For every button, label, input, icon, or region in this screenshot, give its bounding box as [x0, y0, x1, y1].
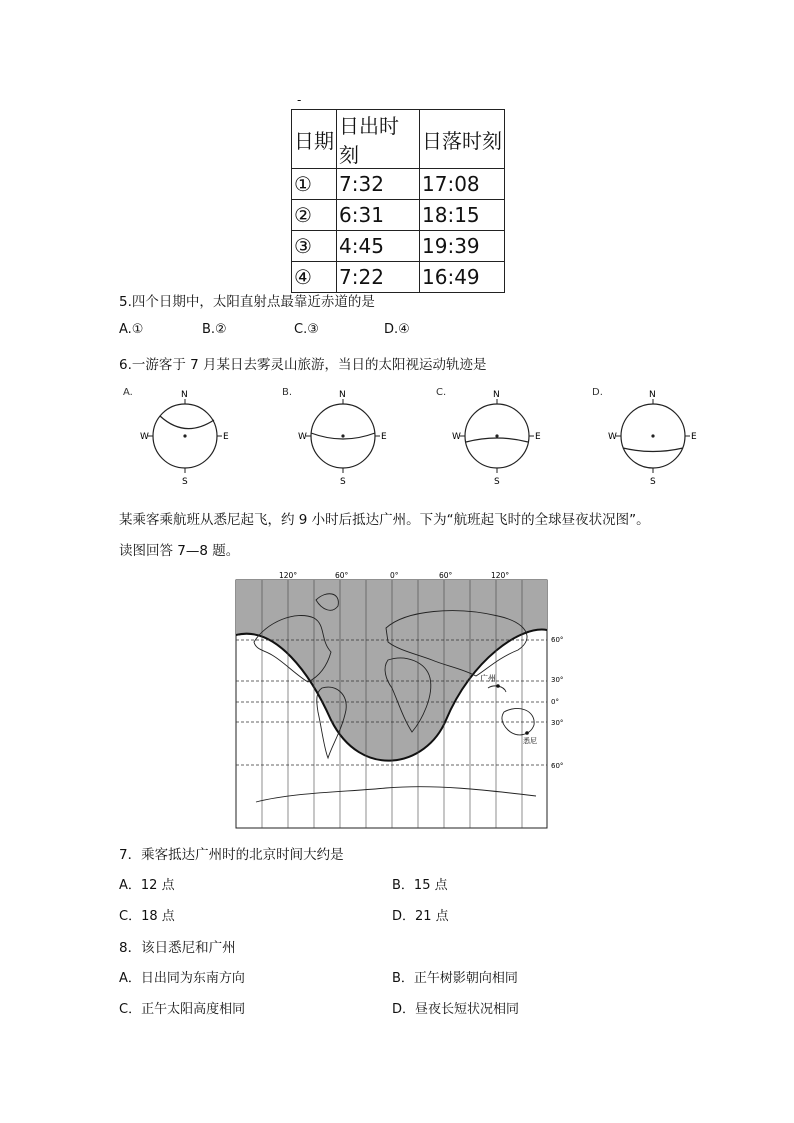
q8-option-b: B．正午树影朝向相同: [392, 971, 518, 986]
q5-option-d: D.④: [384, 322, 410, 337]
dir-e: E: [223, 432, 229, 442]
table-row: [292, 231, 505, 262]
table-cell: ①: [292, 169, 337, 200]
dir-e: E: [381, 432, 387, 442]
table-cell: 16:49: [420, 262, 505, 293]
lat-label: 30°: [551, 719, 564, 727]
sun-path: [466, 438, 528, 442]
dir-n: N: [339, 390, 346, 400]
q7-option-c: C．18 点: [119, 909, 175, 924]
lat-label: 60°: [551, 636, 564, 644]
q5-option-c: C.③: [294, 322, 319, 337]
q8-option-c: C．正午太阳高度相同: [119, 1002, 246, 1017]
day-night-world-map: [233, 567, 573, 832]
lat-label: 60°: [551, 762, 564, 770]
lat-label: 30°: [551, 676, 564, 684]
observer-dot: [183, 434, 186, 437]
dir-s: S: [650, 477, 656, 487]
dir-n: N: [181, 390, 188, 400]
table-row: [292, 200, 505, 231]
q5-stem: 5.四个日期中，太阳直射点最靠近赤道的是: [119, 294, 375, 310]
q7-option-b: B．15 点: [392, 878, 448, 893]
dir-s: S: [340, 477, 346, 487]
header-cell: 日期: [292, 110, 337, 169]
header-cell: 日出时刻: [337, 110, 420, 169]
diagram-c: [452, 385, 552, 489]
dir-n: N: [649, 390, 656, 400]
table-row: [292, 169, 505, 200]
intro-line-2: 读图回答 7—8 题。: [119, 543, 240, 559]
sun-path: [160, 416, 214, 429]
lon-label: 60°: [335, 571, 349, 580]
sun-path: [623, 448, 683, 452]
diagram-c-label: C.: [436, 387, 447, 398]
diagram-b-label: B.: [282, 387, 293, 398]
lon-label: 60°: [439, 571, 453, 580]
diagram-a-label: A.: [123, 387, 133, 398]
stray-dash: -: [297, 93, 302, 107]
table-cell: 7:32: [337, 169, 420, 200]
observer-dot: [341, 434, 344, 437]
diagram-a: [140, 385, 240, 489]
q8-stem: 8．该日悉尼和广州: [119, 940, 236, 956]
lat-label: 0°: [551, 698, 559, 706]
q7-stem: 7．乘客抵达广州时的北京时间大约是: [119, 847, 344, 863]
table-cell: 7:22: [337, 262, 420, 293]
q7-option-a: A．12 点: [119, 878, 175, 893]
dir-w: W: [608, 432, 617, 442]
header-cell: 日落时刻: [420, 110, 505, 169]
observer-dot: [495, 434, 498, 437]
table-cell: 18:15: [420, 200, 505, 231]
lon-label: 120°: [491, 571, 510, 580]
table-row: [292, 262, 505, 293]
dir-s: S: [182, 477, 188, 487]
sydney-marker: [525, 731, 529, 735]
dir-w: W: [452, 432, 461, 442]
dir-e: E: [691, 432, 697, 442]
table-cell: 19:39: [420, 231, 505, 262]
dir-e: E: [535, 432, 541, 442]
intro-line-1: 某乘客乘航班从悉尼起飞，约 9 小时后抵达广州。下为“航班起飞时的全球昼夜状况图”。: [119, 512, 650, 528]
sydney-label: 悉尼: [523, 737, 537, 745]
table-cell: ②: [292, 200, 337, 231]
observer-dot: [651, 434, 654, 437]
table-cell: 6:31: [337, 200, 420, 231]
lon-label: 0°: [390, 571, 399, 580]
table-cell: 4:45: [337, 231, 420, 262]
q5-option-a: A.①: [119, 322, 144, 337]
q5-option-b: B.②: [202, 322, 227, 337]
q8-option-d: D．昼夜长短状况相同: [392, 1002, 520, 1017]
q7-option-d: D．21 点: [392, 909, 449, 924]
diagram-d: [608, 385, 708, 489]
sunrise-sunset-table: [291, 109, 505, 293]
diagram-b: [298, 385, 398, 489]
table-cell: ④: [292, 262, 337, 293]
table-cell: 17:08: [420, 169, 505, 200]
lon-label: 120°: [279, 571, 298, 580]
guangzhou-marker: [496, 684, 500, 688]
diagram-d-label: D.: [592, 387, 603, 398]
table-header-row: [292, 110, 505, 169]
dir-w: W: [298, 432, 307, 442]
guangzhou-label: 广州: [480, 674, 496, 683]
q6-stem: 6.一游客于 7 月某日去雾灵山旅游，当日的太阳视运动轨迹是: [119, 357, 487, 373]
dir-w: W: [140, 432, 149, 442]
q8-option-a: A．日出同为东南方向: [119, 971, 245, 986]
dir-n: N: [493, 390, 500, 400]
table-cell: ③: [292, 231, 337, 262]
dir-s: S: [494, 477, 500, 487]
